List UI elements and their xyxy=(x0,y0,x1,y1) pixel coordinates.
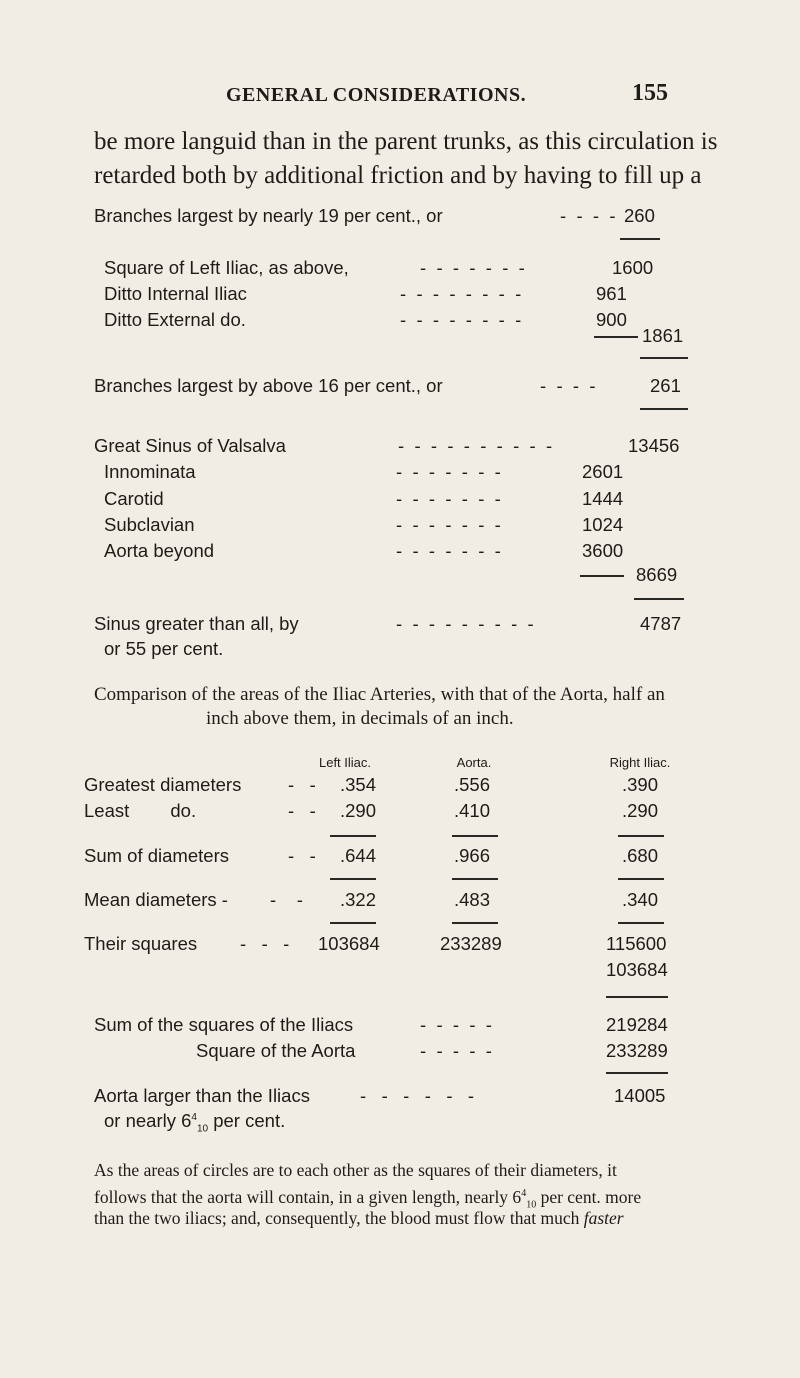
leader-dashes: - - xyxy=(288,845,316,866)
rule xyxy=(618,922,664,924)
sinus-greater-line: Sinus greater than all, by xyxy=(94,613,299,634)
sinus-greater-value: 4787 xyxy=(640,613,682,634)
value-aorta: .556 xyxy=(454,774,491,795)
branches-16-value: 261 xyxy=(650,375,681,396)
rule xyxy=(640,408,688,410)
rule xyxy=(606,1072,668,1074)
leader-dashes: - - - - - - xyxy=(360,1085,475,1106)
intro-line-2: retarded both by additional friction and by having to fill up a xyxy=(94,162,702,189)
column-header-right-iliac: Right Iliac. xyxy=(609,755,671,770)
footer-line-1: As the areas of circles are to each other as the squares of their diameters, it xyxy=(94,1160,617,1180)
aorta-square-value: 233289 xyxy=(606,1040,668,1061)
row-label-external-iliac: Ditto External do. xyxy=(104,309,246,330)
branches-19-line: Branches largest by nearly 19 per cent., or xyxy=(94,205,443,226)
branches-19-value: 260 xyxy=(624,205,655,226)
row-value-carotid: 1444 xyxy=(582,488,624,509)
sinus-label: Great Sinus of Valsalva xyxy=(94,435,286,456)
intro-line-1: be more languid than in the parent trunks, as this circulation is xyxy=(94,128,718,155)
sinus-greater-percent: or 55 per cent. xyxy=(104,638,224,659)
leader-dashes: - - - - - xyxy=(420,1014,492,1035)
calc3-total: 8669 xyxy=(636,564,678,585)
running-title: GENERAL CONSIDERATIONS. xyxy=(226,84,527,106)
row-value-aorta-beyond: 3600 xyxy=(582,540,624,561)
row-value-left-iliac-square: 1600 xyxy=(612,257,654,278)
leader-dashes: - - - - xyxy=(540,375,596,396)
page-number: 155 xyxy=(632,80,668,106)
row-label-least-diameters: Least do. xyxy=(84,800,197,821)
value-left-iliac: .322 xyxy=(340,889,377,910)
value-right-iliac: .390 xyxy=(622,774,659,795)
row-label-innominata: Innominata xyxy=(104,461,196,482)
leader-dashes: - - - - - xyxy=(420,1040,492,1061)
leader-dashes: - - - - - - - xyxy=(420,257,525,278)
value-aorta: 233289 xyxy=(440,933,502,954)
calc2-total: 1861 xyxy=(642,325,684,346)
value-right-iliac-added: 103684 xyxy=(606,959,668,980)
leader-dashes: - - - - - - - - - - xyxy=(398,435,553,456)
fraction-denominator: 10 xyxy=(526,1199,537,1211)
value-aorta: .410 xyxy=(454,800,491,821)
row-value-innominata: 2601 xyxy=(582,461,624,482)
footer-line-3-text: than the two iliacs; and, consequently, the blood must flow that much xyxy=(94,1208,584,1228)
column-header-aorta: Aorta. xyxy=(456,755,492,770)
leader-dashes: - - xyxy=(288,774,316,795)
row-label-internal-iliac: Ditto Internal Iliac xyxy=(104,283,247,304)
value-left-iliac: 103684 xyxy=(318,933,380,954)
value-aorta: .966 xyxy=(454,845,491,866)
leader-dashes: - - - - - - - - - xyxy=(396,613,534,634)
leader-dashes: - - - xyxy=(240,933,290,954)
leader-dashes: - - - - - - - - xyxy=(400,283,522,304)
rule xyxy=(452,878,498,880)
row-label-left-iliac-square: Square of Left Iliac, as above, xyxy=(104,257,349,278)
row-value-external-iliac: 900 xyxy=(596,309,627,330)
value-right-iliac: 115600 xyxy=(606,933,667,954)
rule xyxy=(640,357,688,359)
row-label-subclavian: Subclavian xyxy=(104,514,195,535)
aorta-larger-value: 14005 xyxy=(614,1085,666,1106)
footer-line-2-tail: per cent. more xyxy=(536,1186,642,1207)
rule xyxy=(620,238,660,240)
rule xyxy=(330,922,376,924)
value-right-iliac: .290 xyxy=(622,800,659,821)
leader-dashes: - - xyxy=(288,800,316,821)
rule xyxy=(580,575,624,577)
rule xyxy=(594,336,638,338)
aorta-square-label: Square of the Aorta xyxy=(196,1040,356,1061)
sum-squares-label: Sum of the squares of the Iliacs xyxy=(94,1014,354,1035)
rule xyxy=(452,922,498,924)
row-label-greatest-diameters: Greatest diameters xyxy=(84,774,242,795)
rule xyxy=(618,835,664,837)
leader-dashes: - - - - xyxy=(560,205,616,226)
footer-line-3-italic: faster xyxy=(583,1208,624,1228)
nearly-suffix: per cent. xyxy=(208,1110,286,1131)
footer-line-3 xyxy=(94,1206,624,1230)
leader-dashes: - - xyxy=(270,889,303,910)
sum-squares-value: 219284 xyxy=(606,1014,668,1035)
nearly-percent-line xyxy=(104,1110,285,1135)
rule xyxy=(618,878,664,880)
fraction-denominator: 10 xyxy=(196,1123,209,1135)
branches-16-line: Branches largest by above 16 per cent., or xyxy=(94,375,443,396)
rule xyxy=(606,996,668,998)
leader-dashes: - - - - - - - xyxy=(396,540,501,561)
rule xyxy=(330,878,376,880)
sinus-value: 13456 xyxy=(628,435,680,456)
row-value-subclavian: 1024 xyxy=(582,514,624,535)
aorta-larger-label: Aorta larger than the Iliacs xyxy=(94,1085,310,1106)
value-left-iliac: .290 xyxy=(340,800,377,821)
comparison-caption-2: inch above them, in decimals of an inch. xyxy=(206,708,514,729)
leader-dashes: - - - - - - - - xyxy=(400,309,522,330)
row-label-their-squares: Their squares xyxy=(84,933,198,954)
leader-dashes: - - - - - - - xyxy=(396,514,501,535)
comparison-caption-1: Comparison of the areas of the Iliac Arteries, with that of the Aorta, half an xyxy=(94,684,665,705)
rule xyxy=(330,835,376,837)
value-right-iliac: .340 xyxy=(622,889,659,910)
column-header-left-iliac: Left Iliac. xyxy=(318,755,372,770)
value-aorta: .483 xyxy=(454,889,491,910)
rule xyxy=(634,598,684,600)
row-label-sum-of-diameters: Sum of diameters xyxy=(84,845,229,866)
value-left-iliac: .354 xyxy=(340,774,377,795)
value-right-iliac: .680 xyxy=(622,845,659,866)
rule xyxy=(452,835,498,837)
footer-line-2-text: follows that the aorta will contain, in a given length, nearly 6 xyxy=(94,1186,522,1207)
row-label-mean-diameters: Mean diameters - xyxy=(84,889,228,910)
leader-dashes: - - - - - - - xyxy=(396,488,501,509)
row-label-aorta-beyond: Aorta beyond xyxy=(104,540,215,561)
leader-dashes: - - - - - - - xyxy=(396,461,501,482)
fraction-numerator: 4 xyxy=(191,1111,197,1123)
row-label-carotid: Carotid xyxy=(104,488,164,509)
value-left-iliac: .644 xyxy=(340,845,377,866)
fraction-numerator: 4 xyxy=(521,1188,527,1199)
row-value-internal-iliac: 961 xyxy=(596,283,627,304)
nearly-prefix: or nearly 6 xyxy=(104,1110,192,1131)
